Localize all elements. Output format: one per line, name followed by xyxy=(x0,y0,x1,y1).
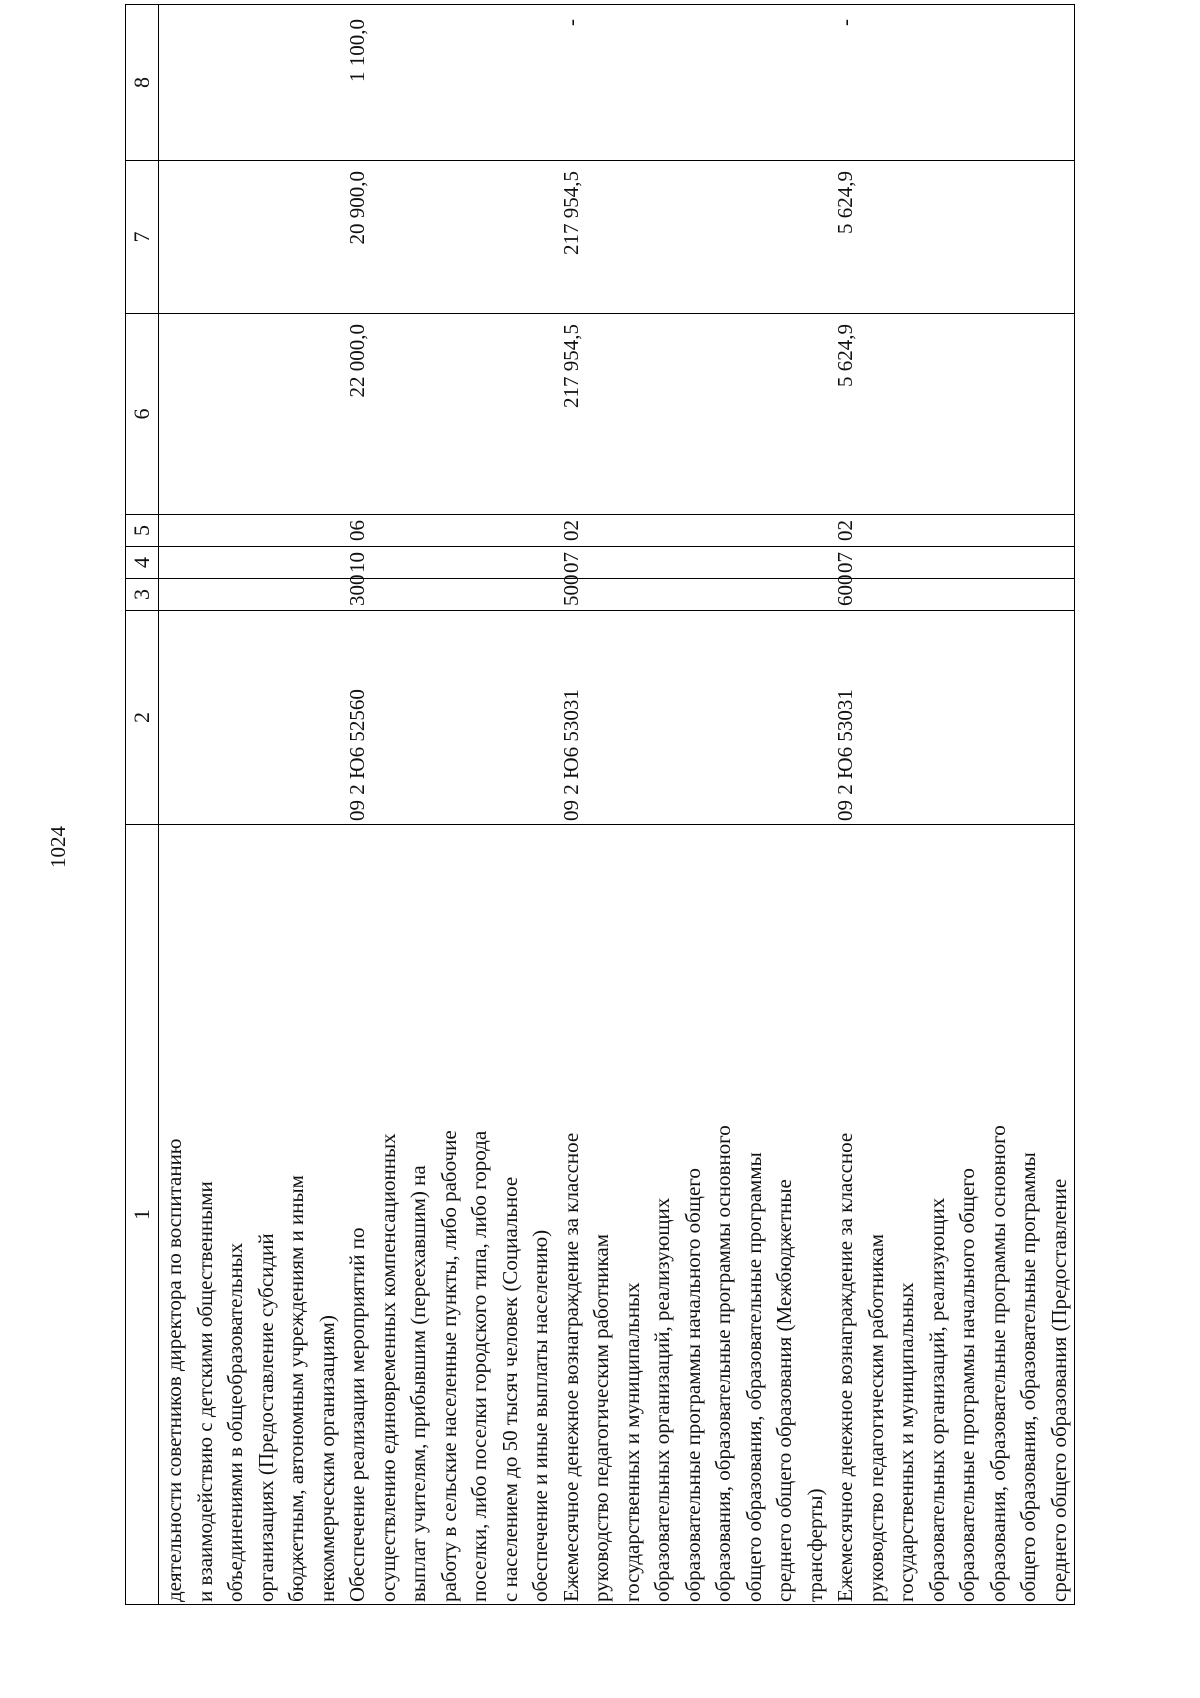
header-col-1: 1 xyxy=(126,825,159,1605)
cell-col5: 06 xyxy=(342,515,556,547)
row-description xyxy=(159,825,343,1605)
cell-col5 xyxy=(159,515,343,547)
cell-col6 xyxy=(159,314,343,515)
row-description xyxy=(342,825,556,1605)
header-col-8: 8 xyxy=(126,5,159,161)
cell-code: 09 2 Ю6 53031 xyxy=(830,611,1075,825)
cell-col4 xyxy=(159,547,343,579)
cell-col6: 217 954,5 xyxy=(556,314,831,515)
description-line: образования, образовательные программы основного xyxy=(711,1125,735,1602)
description-line: образовательных организаций, реализующих xyxy=(650,1197,674,1602)
cell-col4: 07 xyxy=(830,547,1075,579)
description-line: государственных и муниципальных xyxy=(619,1282,644,1602)
cell-col8 xyxy=(159,5,343,161)
header-col-4: 4 xyxy=(126,547,159,579)
cell-code: 09 2 Ю6 53031 xyxy=(556,611,831,825)
description-line: организациях (Предоставление субсидий xyxy=(253,1233,278,1602)
description-line: среднего общего образования (Межбюджетные xyxy=(772,1179,796,1602)
row-description xyxy=(556,825,831,1605)
header-col-5: 5 xyxy=(126,515,159,547)
description-line: выплат учителям, прибывшим (переехавшим) на xyxy=(406,1165,430,1602)
cell-col7 xyxy=(159,161,343,314)
cell-col3: 300 xyxy=(342,579,556,611)
description-line: руководство педагогическим работникам xyxy=(589,1233,613,1602)
budget-table-rotated xyxy=(125,5,1161,1605)
description-line: некоммерческим организациям) xyxy=(314,1315,339,1602)
description-line: поселки, либо поселки городского типа, либо города xyxy=(467,1130,491,1602)
header-col-3: 3 xyxy=(126,579,159,611)
cell-col3: 500 xyxy=(556,579,831,611)
table-header-row xyxy=(126,5,159,1605)
description-line: среднего общего образования (Предоставление xyxy=(1046,1178,1071,1602)
description-line: обеспечение и иные выплаты населению) xyxy=(528,1229,552,1602)
cell-col8: 1 100,0 xyxy=(342,5,556,161)
table-row xyxy=(342,5,556,1605)
description-line: общего образования, образовательные программы xyxy=(741,1152,766,1602)
cell-code xyxy=(159,611,343,825)
header-col-2: 2 xyxy=(126,611,159,825)
description-line: работу в сельские населенные пункты, либо рабочие xyxy=(436,1130,461,1602)
header-col-6: 6 xyxy=(126,314,159,515)
cell-col7: 20 900,0 xyxy=(342,161,556,314)
cell-col7: 217 954,5 xyxy=(556,161,831,314)
cell-col7: 5 624,9 xyxy=(830,161,1075,314)
cell-col6: 5 624,9 xyxy=(830,314,1075,515)
description-line: руководство педагогическим работникам xyxy=(863,1233,888,1602)
header-col-7: 7 xyxy=(126,161,159,314)
table-row xyxy=(159,5,343,1605)
description-line: образования, образовательные программы основного xyxy=(985,1125,1010,1602)
page-number: 1024 xyxy=(46,826,70,868)
row-description xyxy=(830,825,1075,1605)
cell-col6: 22 000,0 xyxy=(342,314,556,515)
cell-code: 09 2 Ю6 52560 xyxy=(342,611,556,825)
description-line: объединениями в общеобразовательных xyxy=(223,1242,247,1602)
cell-col4: 10 xyxy=(342,547,556,579)
cell-col5: 02 xyxy=(556,515,831,547)
description-line: Ежемесячное денежное вознаграждение за классное xyxy=(558,1132,583,1602)
cell-col8: - xyxy=(830,5,1075,161)
description-line: бюджетным, автономным учреждениям и иным xyxy=(284,1175,308,1602)
description-line: образовательные программы начального общего xyxy=(680,1168,705,1602)
description-line: Ежемесячное денежное вознаграждение за классное xyxy=(833,1132,857,1602)
description-line: трансферты) xyxy=(802,1488,827,1602)
description-line: с населением до 50 тысяч человек (Социальное xyxy=(497,1176,522,1602)
cell-col4: 07 xyxy=(556,547,831,579)
description-line: общего образования, образовательные программы xyxy=(1016,1152,1040,1602)
cell-col3 xyxy=(159,579,343,611)
table-row xyxy=(556,5,831,1605)
cell-col3: 600 xyxy=(830,579,1075,611)
cell-col5: 02 xyxy=(830,515,1075,547)
cell-col8: - xyxy=(556,5,831,161)
description-line: государственных и муниципальных xyxy=(894,1282,918,1602)
description-line: образовательных организаций, реализующих xyxy=(924,1197,949,1602)
description-line: деятельности советников директора по воспитанию xyxy=(162,1138,186,1602)
description-line: осуществлению единовременных компенсационных xyxy=(375,1133,400,1602)
description-line: образовательные программы начального общего xyxy=(955,1168,979,1602)
description-line: и взаимодействию с детскими общественными xyxy=(192,1181,217,1602)
description-line: Обеспечение реализации мероприятий по xyxy=(345,1227,369,1602)
budget-table xyxy=(125,4,1075,1605)
table-row xyxy=(830,5,1075,1605)
